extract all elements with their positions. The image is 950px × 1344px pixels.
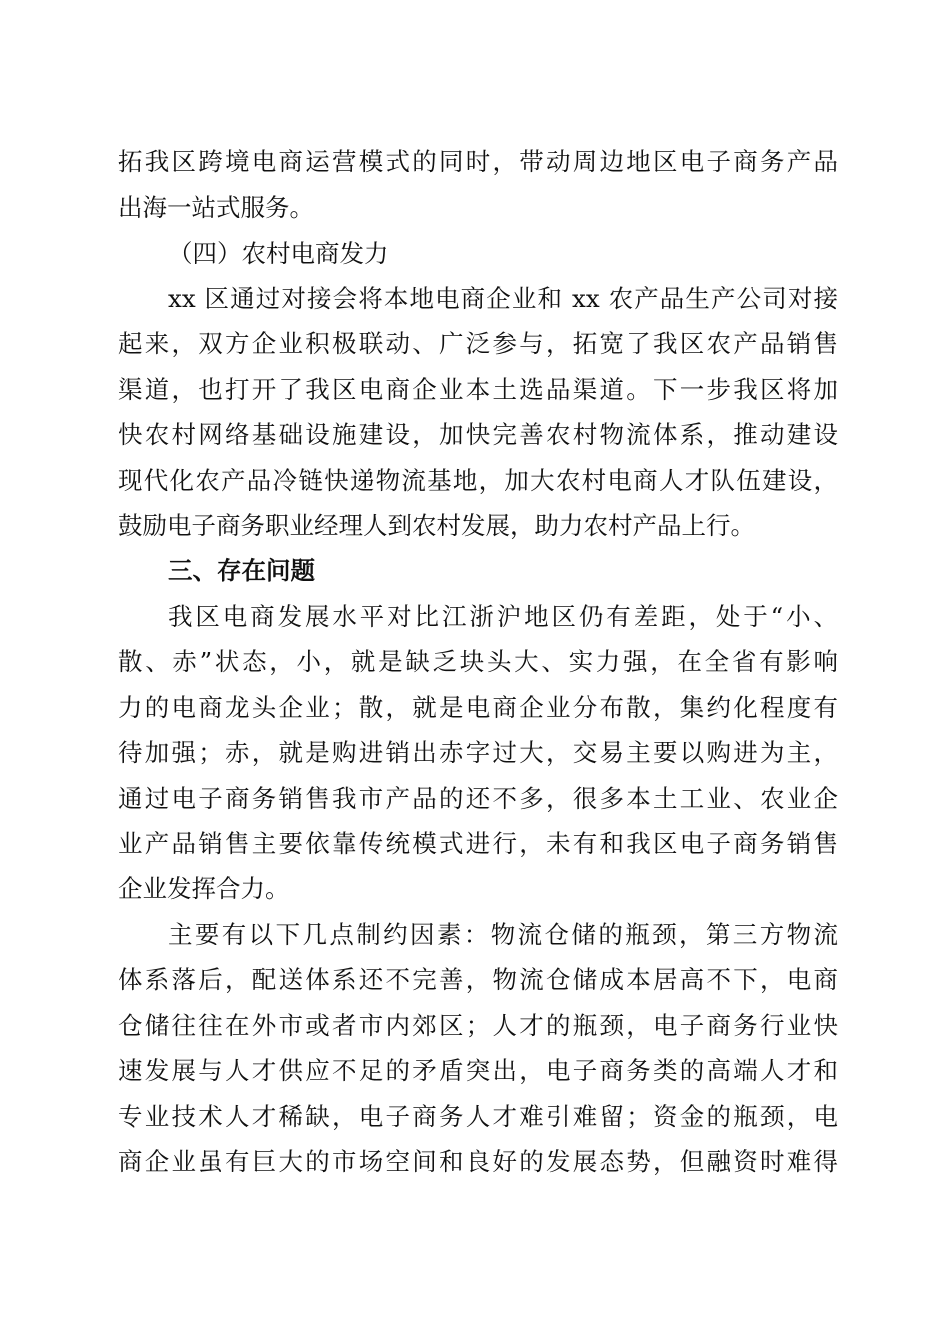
body-line-17: 企业发挥合力。 xyxy=(118,874,290,903)
body-line-13: 力的电商龙头企业；散，就是电商企业分布散，集约化程度有 xyxy=(118,693,838,722)
body-line-21: 速发展与人才供应不足的矛盾突出，电子商务类的高端人才和 xyxy=(118,1056,838,1085)
body-line-2: 出海一站式服务。 xyxy=(118,193,314,222)
body-line-11: 我区电商发展水平对比江浙沪地区仍有差距，处于“小、 xyxy=(168,602,838,631)
body-line-12: 散、赤”状态，小，就是缺乏块头大、实力强，在全省有影响 xyxy=(118,647,838,676)
body-line-6: 渠道，也打开了我区电商企业本土选品渠道。下一步我区将加 xyxy=(118,375,838,404)
body-line-1: 拓我区跨境电商运营模式的同时，带动周边地区电子商务产品 xyxy=(118,147,838,176)
body-line-9: 鼓励电子商务职业经理人到农村发展，助力农村产品上行。 xyxy=(118,511,755,540)
body-line-5: 起来，双方企业积极联动、广泛参与，拓宽了我区农产品销售 xyxy=(118,329,838,358)
body-line-18: 主要有以下几点制约因素：物流仓储的瓶颈，第三方物流 xyxy=(168,920,838,949)
body-line-20: 仓储往往在外市或者市内郊区；人才的瓶颈，电子商务行业快 xyxy=(118,1011,838,1040)
body-line-15: 通过电子商务销售我市产品的还不多，很多本土工业、农业企 xyxy=(118,784,838,813)
body-line-14: 待加强；赤，就是购进销出赤字过大，交易主要以购进为主， xyxy=(118,738,838,767)
section-subheading: （四）农村电商发力 xyxy=(168,239,389,268)
body-line-16: 业产品销售主要依靠传统模式进行，未有和我区电子商务销售 xyxy=(118,829,838,858)
body-line-19: 体系落后，配送体系还不完善，物流仓储成本居高不下，电商 xyxy=(118,965,838,994)
section-heading: 三、存在问题 xyxy=(168,556,315,585)
body-line-4: xx 区通过对接会将本地电商企业和 xx 农产品生产公司对接 xyxy=(168,284,838,313)
body-line-22: 专业技术人才稀缺，电子商务人才难引难留；资金的瓶颈，电 xyxy=(118,1102,838,1131)
body-line-8: 现代化农产品冷链快递物流基地，加大农村电商人才队伍建设， xyxy=(118,466,838,495)
body-line-23: 商企业虽有巨大的市场空间和良好的发展态势，但融资时难得 xyxy=(118,1147,838,1176)
body-line-7: 快农村网络基础设施建设，加快完善农村物流体系，推动建设 xyxy=(118,420,838,449)
